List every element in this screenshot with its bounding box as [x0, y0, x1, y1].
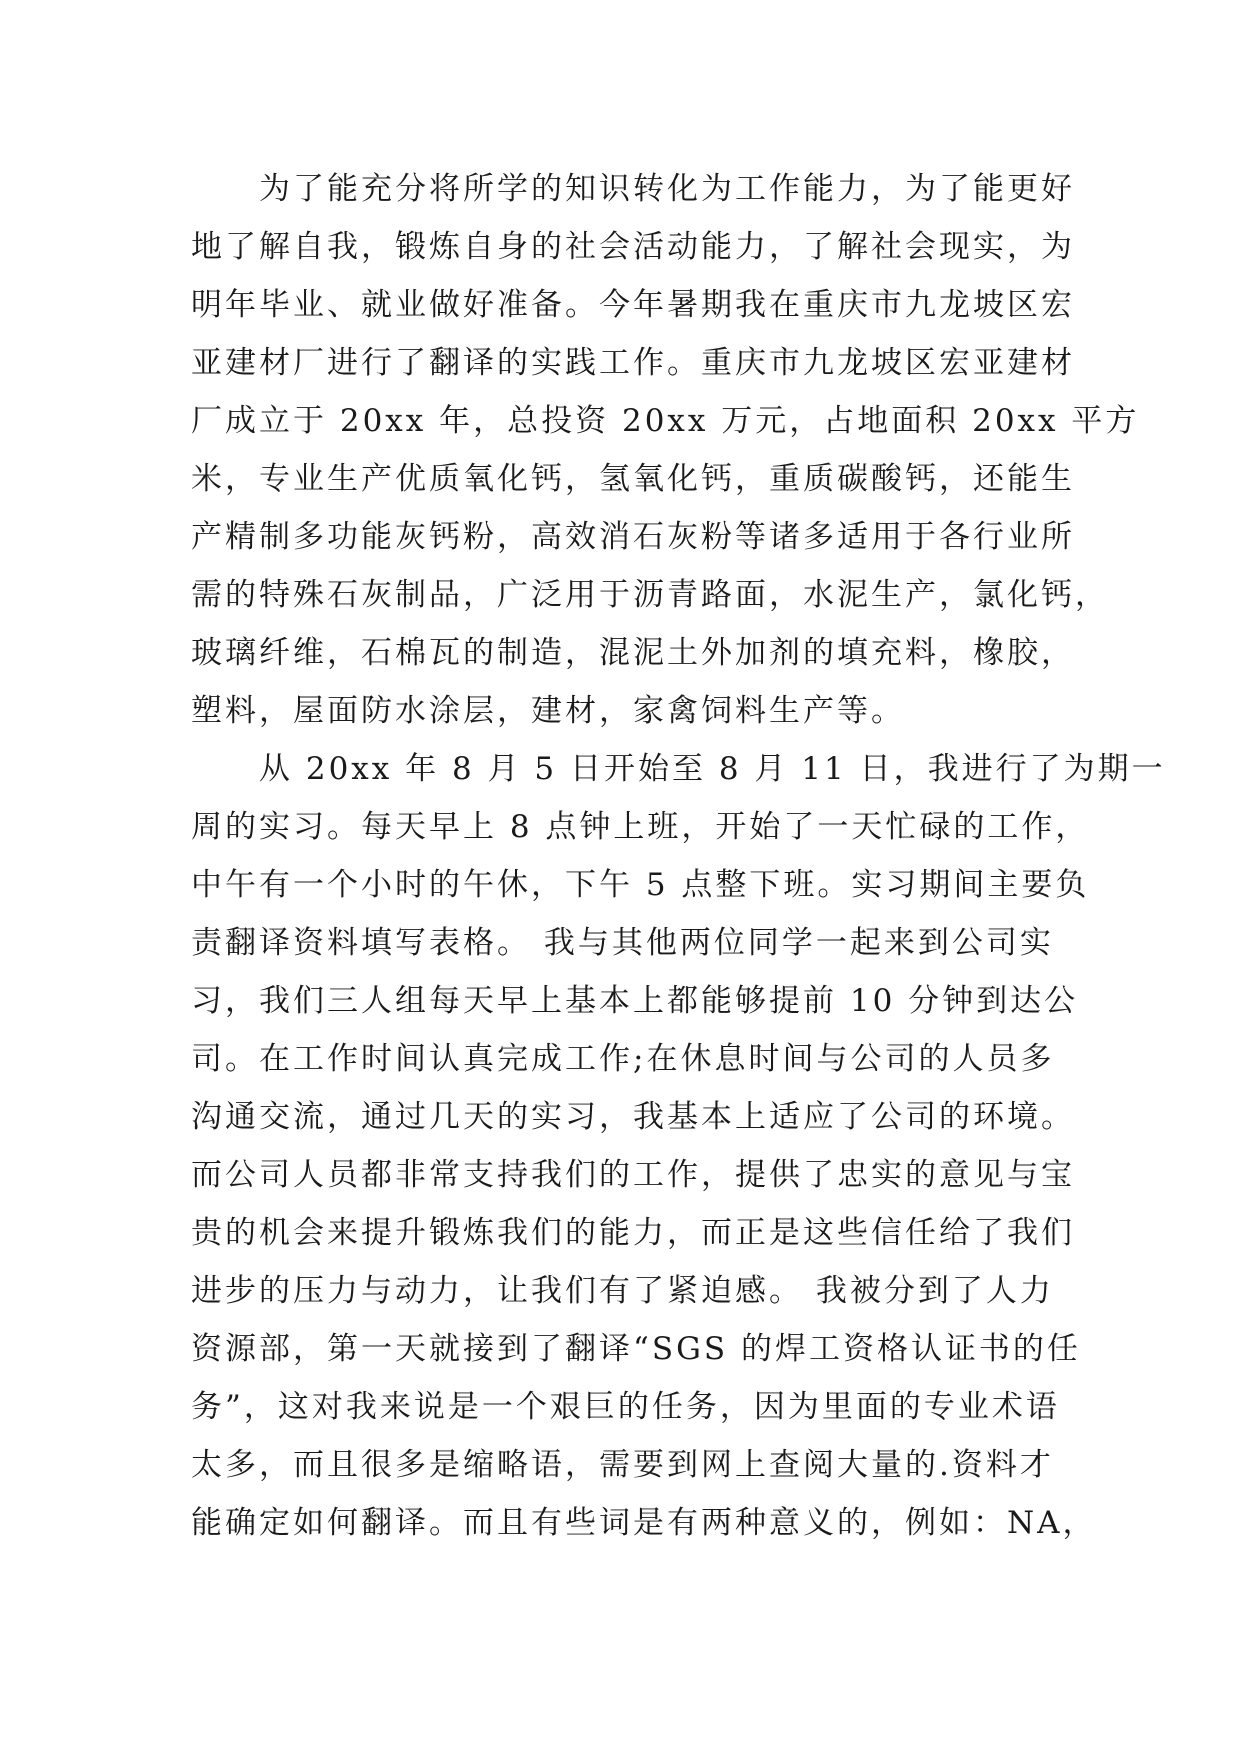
- paragraph-2-line-11: 资源部，第一天就接到了翻译“SGS 的焊工资格认证书的任: [191, 1331, 1081, 1367]
- paragraph-2-line-7: 沟通交流，通过几天的实习，我基本上适应了公司的环境。: [191, 1099, 1075, 1135]
- paragraph-2-line-13: 太多，而且很多是缩略语，需要到网上查阅大量的.资料才: [191, 1447, 1054, 1483]
- paragraph-2-line-9: 贵的机会来提升锻炼我们的能力，而正是这些信任给了我们: [191, 1215, 1075, 1251]
- paragraph-2-line-10: 进步的压力与动力，让我们有了紧迫感。 我被分到了人力: [191, 1273, 1054, 1309]
- paragraph-1-line-8: 需的特殊石灰制品，广泛用于沥青路面，水泥生产，氯化钙，: [191, 577, 1109, 613]
- paragraph-2-line-5: 习，我们三人组每天早上基本上都能够提前 10 分钟到达公: [191, 983, 1079, 1019]
- paragraph-2-line-1: 从 20xx 年 8 月 5 日开始至 8 月 11 日，我进行了为期一: [259, 751, 1166, 787]
- paragraph-2-line-8: 而公司人员都非常支持我们的工作，提供了忠实的意见与宝: [191, 1157, 1075, 1193]
- paragraph-1-line-9: 玻璃纤维，石棉瓦的制造，混泥土外加剂的填充料，橡胶，: [191, 635, 1075, 671]
- paragraph-1-line-3: 明年毕业、就业做好准备。今年暑期我在重庆市九龙坡区宏: [191, 287, 1075, 323]
- paragraph-2-line-3: 中午有一个小时的午休，下午 5 点整下班。实习期间主要负: [191, 867, 1090, 903]
- paragraph-2-line-2: 周的实习。每天早上 8 点钟上班，开始了一天忙碌的工作，: [191, 809, 1090, 845]
- paragraph-2-line-4: 责翻译资料填写表格。 我与其他两位同学一起来到公司实: [191, 925, 1054, 961]
- paragraph-1-line-6: 米，专业生产优质氧化钙，氢氧化钙，重质碳酸钙，还能生: [191, 461, 1075, 497]
- paragraph-2-line-6: 司。在工作时间认真完成工作;在休息时间与公司的人员多: [191, 1041, 1055, 1077]
- paragraph-1-line-7: 产精制多功能灰钙粉，高效消石灰粉等诸多适用于各行业所: [191, 519, 1075, 555]
- paragraph-1-line-2: 地了解自我，锻炼自身的社会活动能力，了解社会现实，为: [191, 229, 1075, 265]
- paragraph-2-line-14: 能确定如何翻译。而且有些词是有两种意义的，例如：NA，: [191, 1505, 1097, 1541]
- paragraph-1-line-4: 亚建材厂进行了翻译的实践工作。重庆市九龙坡区宏亚建材: [191, 345, 1075, 381]
- document-body: [191, 160, 1166, 1552]
- paragraph-1-line-5: 厂成立于 20xx 年，总投资 20xx 万元，占地面积 20xx 平方: [191, 403, 1140, 439]
- paragraph-2-line-12: 务”，这对我来说是一个艰巨的任务，因为里面的专业术语: [191, 1389, 1060, 1425]
- paragraph-1-line-1: 为了能充分将所学的知识转化为工作能力，为了能更好: [259, 171, 1075, 207]
- paragraph-1-line-10: 塑料，屋面防水涂层，建材，家禽饲料生产等。: [191, 693, 905, 729]
